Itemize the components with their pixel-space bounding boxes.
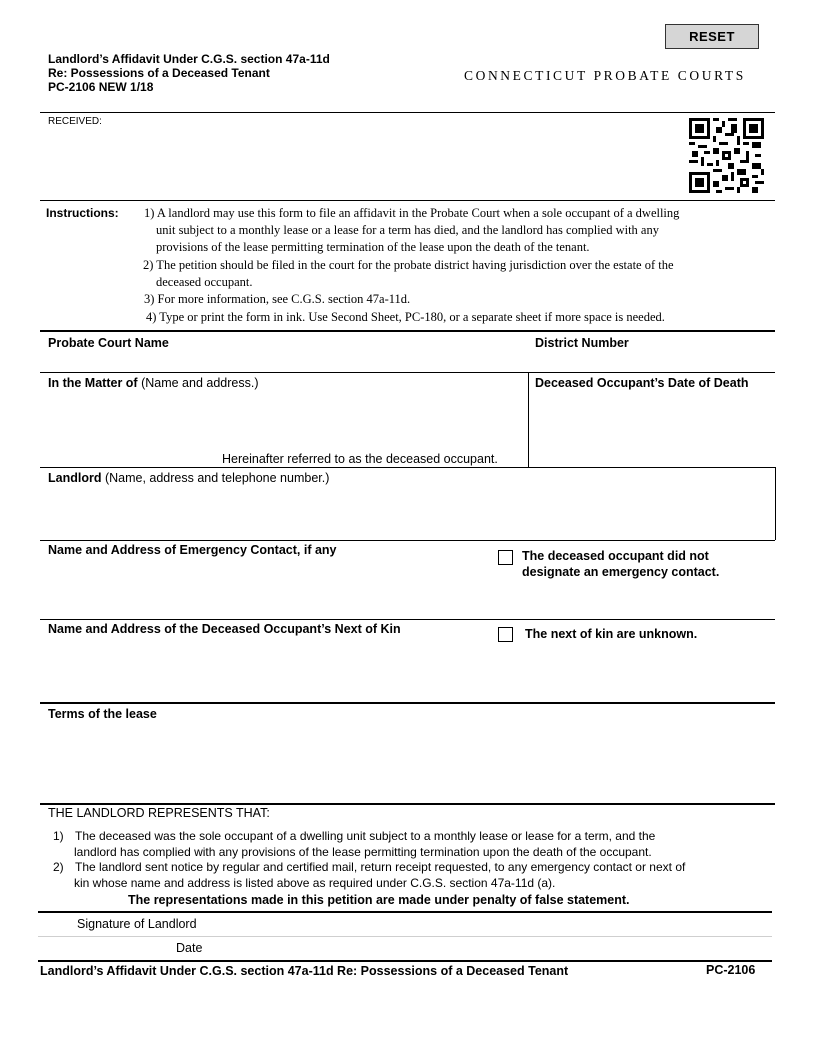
rep-item-number: 2) xyxy=(53,860,64,874)
signature-line xyxy=(38,936,772,937)
date-label: Date xyxy=(176,941,203,955)
representations-heading: THE LANDLORD REPRESENTS THAT: xyxy=(48,806,270,820)
district-number-label: District Number xyxy=(535,336,629,350)
divider xyxy=(40,619,775,620)
divider xyxy=(38,960,772,962)
footer-form-number: PC-2106 xyxy=(706,963,756,977)
instruction-line: deceased occupant. xyxy=(156,275,253,289)
penalty-statement: The representations made in this petition are made under penalty of false statement. xyxy=(128,893,630,907)
no-emergency-contact-checkbox[interactable] xyxy=(498,550,513,565)
probate-court-name-label: Probate Court Name xyxy=(48,336,169,350)
divider xyxy=(40,112,775,113)
divider xyxy=(40,803,775,805)
no-emergency-contact-label xyxy=(522,548,719,580)
divider xyxy=(40,200,775,201)
in-the-matter-of-label xyxy=(48,376,258,390)
emergency-contact-label: Name and Address of Emergency Contact, if any xyxy=(48,543,337,557)
instruction-line: 1) A landlord may use this form to file an affidavit in the Probate Court when a sole occupant of a dwelling xyxy=(144,206,680,220)
next-of-kin-label: Name and Address of the Deceased Occupant’s Next of Kin xyxy=(48,622,401,636)
hereinafter-note: Hereinafter referred to as the deceased occupant. xyxy=(222,452,498,466)
landlord-label xyxy=(48,471,329,485)
instruction-line: 2) The petition should be filed in the court for the probate district having jurisdiction over the estate of the xyxy=(143,258,674,272)
rep-item-number: 1) xyxy=(53,829,64,843)
form-id: PC-2106 NEW 1/18 xyxy=(48,80,154,94)
landlord-bold: Landlord xyxy=(48,471,102,485)
qr-code-icon xyxy=(689,118,764,193)
court-name: CONNECTICUT PROBATE COURTS xyxy=(464,68,746,83)
landlord-note: (Name, address and telephone number.) xyxy=(101,471,330,485)
rep-item-text: landlord has complied with any provisions of the lease permitting termination upon the death of the occupant. xyxy=(74,845,652,859)
footer-title: Landlord’s Affidavit Under C.G.S. section 47a-11d Re: Possessions of a Deceased Tenant xyxy=(40,964,569,978)
terms-of-lease-label: Terms of the lease xyxy=(48,707,157,721)
instruction-line: provisions of the lease permitting termination of the lease upon the death of the tenant. xyxy=(156,240,590,254)
form-title-line1: Landlord’s Affidavit Under C.G.S. section 47a-11d xyxy=(48,52,330,66)
instruction-line: 3) For more information, see C.G.S. section 47a-11d. xyxy=(144,292,411,306)
divider xyxy=(40,467,775,468)
received-label: RECEIVED: xyxy=(48,116,102,127)
instruction-line: unit subject to a monthly lease or a lease for a term has died, and the landlord has complied with any xyxy=(156,223,659,237)
form-title xyxy=(48,52,330,94)
divider xyxy=(40,372,775,373)
instructions-label: Instructions: xyxy=(46,206,119,220)
rep-item-text: The landlord sent notice by regular and certified mail, return receipt requested, to any emergency contact or next of xyxy=(75,860,686,874)
no-emergency-line2: designate an emergency contact. xyxy=(522,565,720,579)
in-the-matter-of-note: (Name and address.) xyxy=(137,376,259,390)
no-emergency-line1: The deceased occupant did not xyxy=(522,549,709,563)
signature-label: Signature of Landlord xyxy=(77,917,197,931)
divider xyxy=(38,911,772,913)
column-divider xyxy=(528,372,529,467)
in-the-matter-of-bold: In the Matter of xyxy=(48,376,138,390)
instruction-line: 4) Type or print the form in ink. Use Second Sheet, PC-180, or a separate sheet if more space is needed. xyxy=(146,310,665,324)
form-title-line2: Re: Possessions of a Deceased Tenant xyxy=(48,66,270,80)
rep-item-text: The deceased was the sole occupant of a dwelling unit subject to a monthly lease or lease for a term, and the xyxy=(75,829,656,843)
rep-item-text: kin whose name and address is listed above as required under C.G.S. section 47a-11d (a). xyxy=(74,876,556,890)
divider xyxy=(40,330,775,332)
reset-button[interactable]: RESET xyxy=(665,24,759,49)
date-of-death-label: Deceased Occupant’s Date of Death xyxy=(535,376,749,390)
divider xyxy=(40,702,775,704)
box-edge xyxy=(775,467,776,540)
kin-unknown-checkbox[interactable] xyxy=(498,627,513,642)
kin-unknown-label: The next of kin are unknown. xyxy=(525,627,698,641)
divider xyxy=(40,540,775,541)
